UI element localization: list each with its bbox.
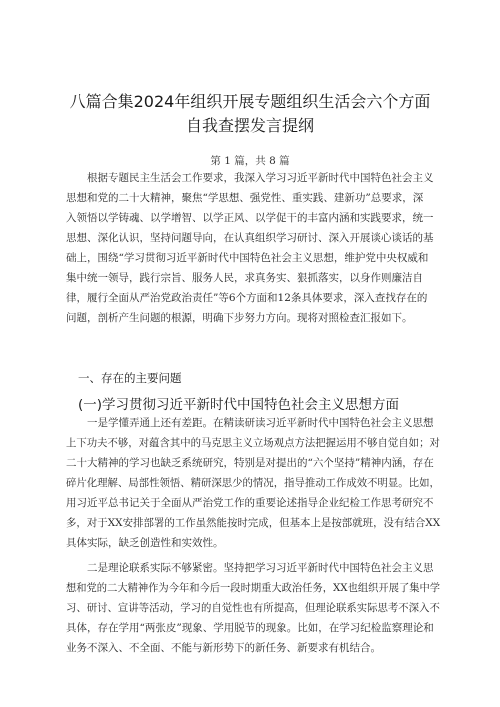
document-title-line-1: 八篇合集2024年组织开展专题组织生活会六个方面: [69, 92, 431, 111]
body-line: 用习近平总书记关于全面从严治党工作的重要论述指导企业纪检工作思考研究不: [66, 497, 434, 509]
body-line: 想和党的二大精神作为今年和今后一段时期重大政治任务，XX也组织开展了集中学: [66, 582, 441, 594]
subsection-heading: (一)学习贯彻习近平新时代中国特色社会主义思想方面: [78, 397, 400, 413]
intro-line: 思想和党的二十大精神，聚焦“学思想、强党性、重实践、建新功”总要求，深: [66, 192, 424, 204]
body-line: 业务不深入、不全面、不能与新形势下的新任务、新要求有机结合。: [66, 642, 381, 654]
body-line: 一是学懂弄通上还有差距。在精读研读习近平新时代中国特色社会主义思想: [87, 417, 434, 429]
body-line: 习、研讨、宣讲等活动，学习的自觉性也有所提高，但理论联系实际思考不深入不: [66, 602, 440, 614]
intro-line: 律，履行全面从严治党政治责任”等6个方面和12条具体要求，深入查找存在的: [66, 292, 428, 304]
body-line: 二十大精神的学习也缺乏系统研究，特别是对提出的“六个坚持”精神内涵，存在: [66, 457, 434, 469]
intro-line: 集中统一领导，践行宗旨、服务人民，求真务实、狠抓落实，以身作则廉洁自: [66, 272, 423, 284]
section-heading: 一、存在的主要问题: [78, 371, 182, 385]
body-line: 二是理论联系实际不够紧密。坚持把学习习近平新时代中国特色社会主义思: [87, 562, 434, 574]
body-line: 上下功夫不够，对蕴含其中的马克思主义立场观点方法把握运用不够自觉自如；对: [66, 437, 440, 449]
article-counter: 第 1 篇，共 8 篇: [210, 155, 290, 167]
intro-line: 入领悟以学铸魂、以学增智、以学正风、以学促干的丰富内涵和实践要求，统一: [66, 212, 434, 224]
body-line: 具体，存在学用“两张皮”现象、学用脱节的现象。比如，在学习纪检监察理论和: [66, 622, 434, 634]
intro-line: 根据专题民主生活会工作要求，我深入学习习近平新时代中国特色社会主义: [87, 172, 434, 184]
body-line: 碎片化理解、局部性领悟、精研深思少的情况，指导推动工作成效不明显。比如，: [66, 477, 440, 489]
body-line: 多，对于XX安排部署的工作虽然能按时完成，但基本上是按部就班，没有结合XX: [66, 517, 441, 529]
intro-line: 思想、深化认识，坚持问题导向，在认真组织学习研讨、深入开展谈心谈话的基: [66, 232, 434, 244]
body-line: 具体实际，缺乏创造性和实效性。: [66, 537, 224, 549]
intro-line: 问题，剖析产生问题的根源，明确下步努力方向。现将对照检查汇报如下。: [66, 312, 413, 324]
document-title-line-2: 自我查摆发言提纲: [185, 116, 314, 135]
intro-line: 础上，围绕“学习贯彻习近平新时代中国特色社会主义思想，维护党中央权威和: [66, 252, 429, 264]
